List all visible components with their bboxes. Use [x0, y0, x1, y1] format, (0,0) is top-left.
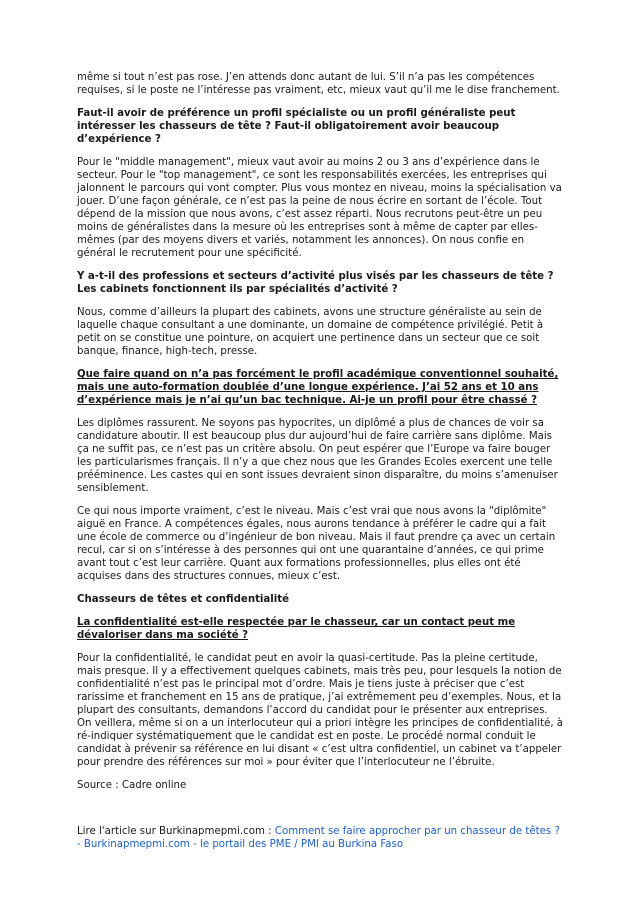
footer-read-article	[77, 825, 564, 851]
section-heading-confidentiality: Chasseurs de têtes et confidentialité	[77, 594, 290, 605]
question-sectors: Y a-t-il des professions et secteurs d’activité plus visés par les chasseurs de tête ? Les cabinets fonctionnent ils par spécialités d’activité ?	[77, 271, 554, 295]
question-academic-profile: Que faire quand on n’a pas forcément le profil académique conventionnel souhaité, mais une auto-formation doublée d’une longue expérience. J’ai 52 ans et 10 ans d’expérience mais je n’ai qu’un bac technique. Ai-je un profil pour être chassé ?	[77, 369, 559, 406]
article-link[interactable]: Comment se faire approcher par un chasseur de têtes ? - Burkinapmepmi.com - le portail des PME / PMI au Burkina Faso	[77, 826, 560, 850]
document-page	[77, 71, 564, 861]
question-profile: Faut-il avoir de préférence un profil spécialiste ou un profil généraliste peut intéresser les chasseurs de tête ? Faut-il obligatoirement avoir beaucoup d’expérience ?	[77, 108, 516, 145]
footer-prefix: Lire l'article sur Burkinapmepmi.com :	[77, 826, 275, 837]
answer-confidentiality: Pour la confidentialité, le candidat peut en avoir la quasi-certitude. Pas la pleine certitude, mais presque. Il y a effectivement quelques cabinets, mais très peu, pour lesquels la notion de confidentialité n’est pas le principal mot d’ordre. Mais je tiens juste à préciser que c’est rarissime et franchement en 15 ans de pratique, j’ai extrêmement peu d’exemples. Nous, et la plupart des consultants, demandons l’accord du candidat pour le présenter aux entreprises. On veillera, même si on a un interlocuteur qui a priori intègre les principes de confidentialité, à ré-indiquer systématiquement que le candidat est en poste. Le procédé normal conduit le candidat à prévenir sa référence en lui disant « c’est ultra confidentiel, un cabinet va t’appeler pour prendre des références sur moi » pour éviter que l’interlocuteur ne l’ébruite.	[77, 653, 564, 768]
answer-level: Ce qui nous importe vraiment, c’est le niveau. Mais c’est vrai que nous avons la "diplômite" aiguë en France. A compétences égales, nous aurons tendance à préférer le cadre qui a fait une école de commerce ou d’ingénieur de bon niveau. Mais il faut prendre ça avec un certain recul, car si on s’intéresse à des personnes qui ont une quarantaine d’années, ce qui prime avant tout c’est leur carrière. Quant aux formations professionnelles, plus elles ont été acquises dans des structures connues, mieux c’est.	[77, 506, 556, 582]
answer-diplomas: Les diplômes rassurent. Ne soyons pas hypocrites, un diplômé a plus de chances de voir sa candidature aboutir. Il est beaucoup plus dur aujourd’hui de faire carrière sans diplôme. Mais ça ne suffit pas, ce n’est pas un critère absolu. On peut espérer que l’Europe va faire bouger les particularismes français. Il n’y a que chez nous que les Grandes Ecoles exercent une telle prééminence. Les castes qui en sont issues devraient sinon disparaître, du moins s’amenuiser sensiblement.	[77, 418, 558, 494]
answer-profile: Pour le "middle management", mieux vaut avoir au moins 2 ou 3 ans d’expérience dans le secteur. Pour le "top management", ce sont les responsabilités exercées, les entreprises qui jalonnent le parcours qui vont compter. Plus vous montez en niveau, moins la spécialisation va jouer. D’une façon générale, ce n’est pas la peine de nous écrire en sortant de l’école. Tout dépend de la mission que nous avons, c’est assez réparti. Nous recrutons peut-être un peu moins de généralistes dans la mesure où les entreprises sont à même de capter par elles-mêmes (par des moyens divers et variés, notamment les annonces). On nous confie en général le recrutement pour une spécificité.	[77, 157, 562, 259]
source-line: Source : Cadre online	[77, 780, 187, 791]
paragraph-intro: même si tout n’est pas rose. J’en attends donc autant de lui. S’il n’a pas les compétences requises, si le poste ne l’intéresse pas vraiment, etc, mieux vaut qu’il me le dise franchement.	[77, 72, 560, 96]
question-confidentiality: La confidentialité est-elle respectée par le chasseur, car un contact peut me dévaloriser dans ma société ?	[77, 617, 516, 641]
answer-sectors: Nous, comme d’ailleurs la plupart des cabinets, avons une structure généraliste au sein de laquelle chaque consultant a une dominante, un domaine de compétence privilégié. Petit à petit on se constitue une pointure, on acquiert une pertinence dans un secteur que ce soit banque, finance, high-tech, presse.	[77, 307, 544, 357]
